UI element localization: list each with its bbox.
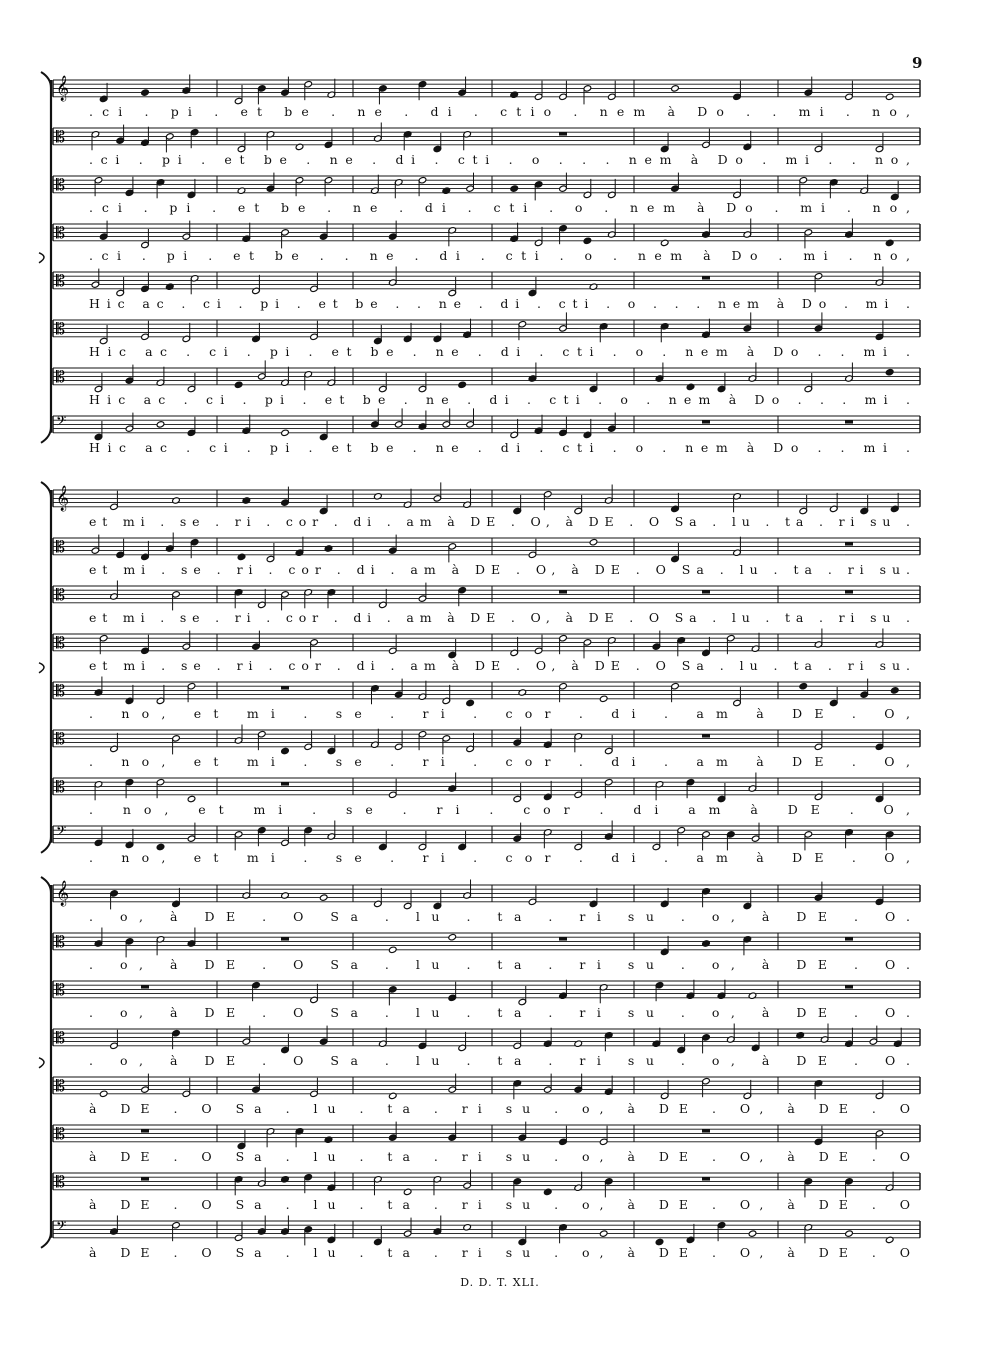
alto-clef-icon: 𝄡 (56, 127, 65, 146)
lyric-line: Hic ac . ci . pi . et be . ne . di . cti . o . nem à Do . . mi . (89, 439, 910, 455)
rest-symbol (281, 782, 289, 785)
bass-clef-icon: 𝄢 (56, 823, 67, 842)
lyric-line: et mi . se . ri . cor . di . am à DE . O, à DE . O Sa . lu . ta . ri su . (89, 609, 910, 625)
alto-clef-icon: 𝄡 (56, 175, 65, 194)
choir-divider (39, 253, 44, 263)
notehead (748, 1230, 757, 1237)
lyric-line: . o, à DE . O Sa . lu . ta . ri su . o, à DE . O. (89, 956, 910, 972)
alto-clef-icon: 𝄡 (56, 681, 65, 700)
notehead (885, 93, 894, 100)
alto-clef-icon: 𝄡 (56, 271, 65, 290)
rest-symbol (559, 590, 567, 593)
notehead (686, 383, 695, 390)
lyric-line: . no, et mi . se . ri . cor . di am à DE . O, (89, 801, 911, 817)
notehead (599, 695, 608, 702)
notehead (543, 1188, 552, 1195)
notehead (374, 493, 383, 500)
lyric-line: à DE . O Sa . lu . ta . ri su . o, à DE . O, à DE . O (89, 1100, 910, 1116)
notehead (885, 1236, 894, 1243)
alto-clef-icon: 𝄡 (56, 777, 65, 796)
notehead (574, 1040, 583, 1047)
rest-symbol (845, 590, 853, 593)
notehead (281, 429, 290, 436)
system-brace-bottom (41, 427, 51, 443)
notehead (589, 539, 598, 546)
system-brace-top (41, 877, 51, 893)
rest-symbol (559, 937, 567, 940)
lyric-line: .ci . pi . et be . ne . di . ctio . nem à Do . . mi . no, (89, 103, 911, 119)
lyric-line: .ci . pi . et be . ne . di . cti . o . nem à Do . mi . no, (89, 199, 911, 215)
choir-divider (39, 1058, 44, 1068)
notehead (448, 934, 457, 941)
notehead (702, 940, 711, 947)
alto-clef-icon: 𝄡 (56, 367, 65, 386)
notehead (319, 894, 328, 901)
alto-clef-icon: 𝄡 (56, 585, 65, 604)
treble-clef-icon: 𝄞 (56, 76, 70, 101)
system-brace-bottom (41, 837, 51, 853)
lyric-line: et mi . se . ri . cor . di . am à DE . O, à DE . O Sa . lu . ta . ri su. (89, 561, 911, 577)
alto-clef-icon: 𝄡 (56, 1124, 65, 1143)
alto-clef-icon: 𝄡 (56, 1076, 65, 1095)
rest-symbol (141, 985, 149, 988)
rest-symbol (702, 734, 710, 737)
notehead (281, 892, 290, 899)
lyric-line: à DE . O Sa . lu . ta . ri su . o, à DE . O, à DE . O (89, 1244, 910, 1260)
lyric-line: .ci . pi . et be . ne . di . cti . o . . . nem à Do . mi . . no, (89, 151, 910, 167)
notehead (885, 369, 894, 376)
rest-symbol (559, 132, 567, 135)
system-brace-top (41, 72, 51, 88)
rest-symbol (845, 937, 853, 940)
lyric-line: . no, et mi . se . ri . cor . di . am à DE . O, (89, 705, 910, 721)
lyric-line: et mi . se . ri . cor . di . am à DE . O, à DE . O Sa . lu . ta . ri su . (89, 513, 910, 529)
notehead (885, 239, 894, 246)
notehead (518, 689, 527, 696)
notehead (403, 1188, 412, 1195)
notehead (510, 91, 519, 98)
rest-symbol (702, 276, 710, 279)
page-number: 9 (912, 54, 923, 72)
system-brace-bottom (41, 1232, 51, 1248)
rest-symbol (845, 420, 853, 423)
notehead (234, 381, 243, 388)
lyric-line: .ci . pi . et be . . ne . di . cti . o . nem à Do . mi . no, (89, 247, 910, 263)
rest-symbol (141, 1129, 149, 1132)
rest-symbol (702, 590, 710, 593)
notehead (748, 992, 757, 999)
rest-symbol (845, 985, 853, 988)
lyric-line: . no, et mi . se . ri . cor . di . am à DE . O, (89, 849, 910, 865)
footer-caption: D. D. T. XLI. (460, 1276, 540, 1289)
notehead (442, 187, 451, 194)
lyric-line: à DE . O Sa . lu . ta . ri su . o, à DE . O, à DE . O (89, 1196, 910, 1212)
rest-symbol (281, 937, 289, 940)
alto-clef-icon: 𝄡 (56, 223, 65, 242)
alto-clef-icon: 𝄡 (56, 537, 65, 556)
notehead (99, 1090, 108, 1097)
lyric-line: Hic ac . ci . pi . et be . ne . di . cti . o . nem à Do . . . mi . (89, 391, 910, 407)
notehead (187, 795, 196, 802)
notehead (156, 421, 165, 428)
notehead (295, 143, 304, 150)
alto-clef-icon: 𝄡 (56, 729, 65, 748)
rest-symbol (845, 542, 853, 545)
notehead (388, 946, 397, 953)
notehead (237, 187, 246, 194)
notehead (237, 553, 246, 560)
notehead (796, 1032, 805, 1039)
alto-clef-icon: 𝄡 (56, 319, 65, 338)
lyric-line: . o, à DE . O Sa . lu . ta . ri su . o, à DE . O. (89, 908, 910, 924)
rest-symbol (702, 420, 710, 423)
rest-symbol (702, 1129, 710, 1132)
notehead (463, 1224, 472, 1231)
treble-clef-icon: 𝄞 (56, 486, 70, 511)
notehead (324, 1136, 333, 1143)
notehead (141, 89, 150, 96)
notehead (890, 687, 899, 694)
rest-symbol (141, 1177, 149, 1180)
lyric-line: . o, à DE . O Sa . lu . ta . ri su . o, à DE . O. (89, 1052, 910, 1068)
alto-clef-icon: 𝄡 (56, 980, 65, 999)
lyric-line: Hic ac . ci . pi . et be . . ne . di . cti . o . . . nem à Do . mi . (89, 295, 911, 311)
notehead (671, 85, 680, 92)
system-brace-top (41, 482, 51, 498)
bass-clef-icon: 𝄢 (56, 1218, 67, 1237)
notehead (324, 545, 333, 552)
alto-clef-icon: 𝄡 (56, 633, 65, 652)
lyric-line: et mi . se . ri . cor . di . am à DE . O, à DE . O Sa . lu . ta . ri su. (89, 657, 911, 673)
notehead (510, 185, 519, 192)
notehead (242, 497, 251, 504)
lyric-line: à DE . O Sa . lu . ta . ri su . o, à DE . O, à DE . O (89, 1148, 910, 1164)
lyric-line: Hic ac . ci . pi . et be . ne . di . cti . o . nem à Do . . mi . (89, 343, 910, 359)
notehead (660, 239, 669, 246)
treble-clef-icon: 𝄞 (56, 881, 70, 906)
rest-symbol (281, 686, 289, 689)
notehead (281, 1176, 290, 1183)
notehead (458, 381, 467, 388)
alto-clef-icon: 𝄡 (56, 1028, 65, 1047)
bass-clef-icon: 𝄢 (56, 413, 67, 432)
notehead (166, 283, 175, 290)
lyric-line: . o, à DE . O Sa . lu . ta . ri su . o, à DE . O. (89, 1004, 910, 1020)
notehead (388, 1092, 397, 1099)
alto-clef-icon: 𝄡 (56, 1172, 65, 1191)
notehead (172, 497, 181, 504)
alto-clef-icon: 𝄡 (56, 932, 65, 951)
rest-symbol (702, 1177, 710, 1180)
choir-divider (39, 663, 44, 673)
lyric-line: . no, et mi . se . ri . cor . di . am à DE . O, (89, 753, 910, 769)
notehead (589, 283, 598, 290)
notehead (845, 1230, 854, 1237)
notehead (583, 237, 592, 244)
notehead (599, 1230, 608, 1237)
notehead (799, 683, 808, 690)
